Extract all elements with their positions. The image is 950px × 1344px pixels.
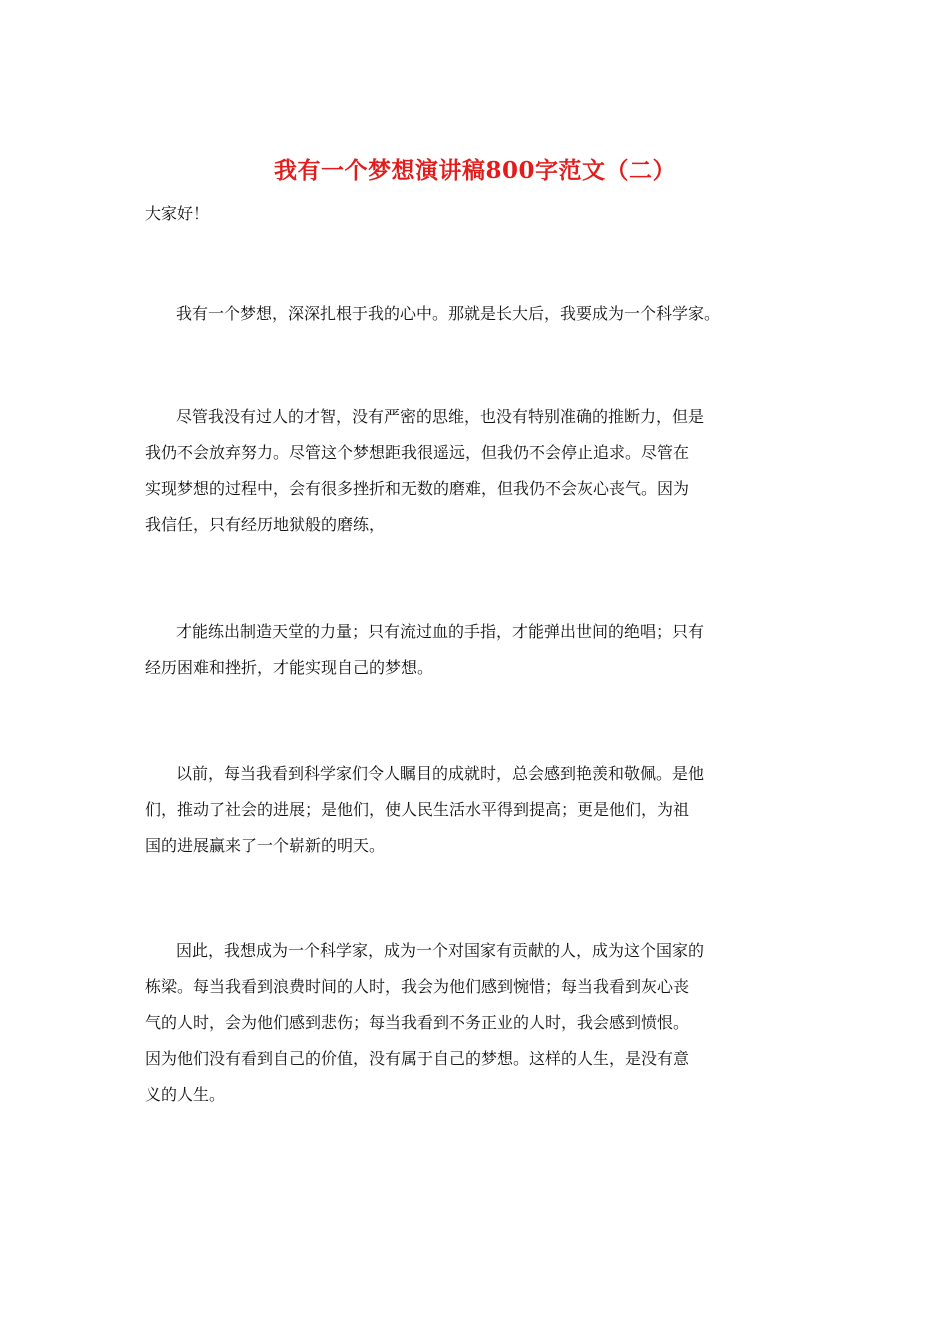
paragraph-line: 栋梁。每当我看到浪费时间的人时，我会为他们感到惋惜；每当我看到灰心丧 — [145, 977, 690, 996]
paragraph-line: 实现梦想的过程中，会有很多挫折和无数的磨难，但我仍不会灰心丧气。因为 — [145, 479, 690, 498]
paragraph-line: 国的进展赢来了一个崭新的明天。 — [145, 836, 386, 855]
paragraph-4 — [145, 756, 815, 864]
paragraph-line: 以前，每当我看到科学家们令人瞩目的成就时，总会感到艳羡和敬佩。是他 — [176, 764, 705, 783]
paragraph-line: 们，推动了社会的进展；是他们，使人民生活水平得到提高；更是他们，为祖 — [145, 800, 690, 819]
paragraph-1 — [145, 296, 815, 332]
paragraph-line: 义的人生。 — [145, 1085, 226, 1104]
paragraph-line: 尽管我没有过人的才智，没有严密的思维，也没有特别准确的推断力，但是 — [176, 407, 705, 426]
paragraph-line: 我仍不会放弃努力。尽管这个梦想距我很遥远，但我仍不会停止追求。尽管在 — [145, 443, 690, 462]
paragraph-3 — [145, 614, 815, 686]
paragraph-line: 经历困难和挫折，才能实现自己的梦想。 — [145, 658, 434, 677]
paragraph-line: 因为他们没有看到自己的价值，没有属于自己的梦想。这样的人生，是没有意 — [145, 1049, 690, 1068]
paragraph-line: 我有一个梦想，深深扎根于我的心中。那就是长大后，我要成为一个科学家。 — [176, 304, 721, 323]
paragraph-5 — [145, 933, 815, 1113]
document-title: 我有一个梦想演讲稿800字范文（二） — [273, 157, 676, 184]
paragraph-line: 才能练出制造天堂的力量；只有流过血的手指，才能弹出世间的绝唱；只有 — [176, 622, 705, 641]
paragraph-line: 因此，我想成为一个科学家，成为一个对国家有贡献的人，成为这个国家的 — [176, 941, 705, 960]
paragraph-line: 我信任，只有经历地狱般的磨练， — [145, 515, 386, 534]
paragraph-2 — [145, 399, 815, 543]
paragraph-line: 气的人时，会为他们感到悲伤；每当我看到不务正业的人时，我会感到愤恨。 — [145, 1013, 690, 1032]
greeting-text: 大家好！ — [145, 204, 210, 223]
